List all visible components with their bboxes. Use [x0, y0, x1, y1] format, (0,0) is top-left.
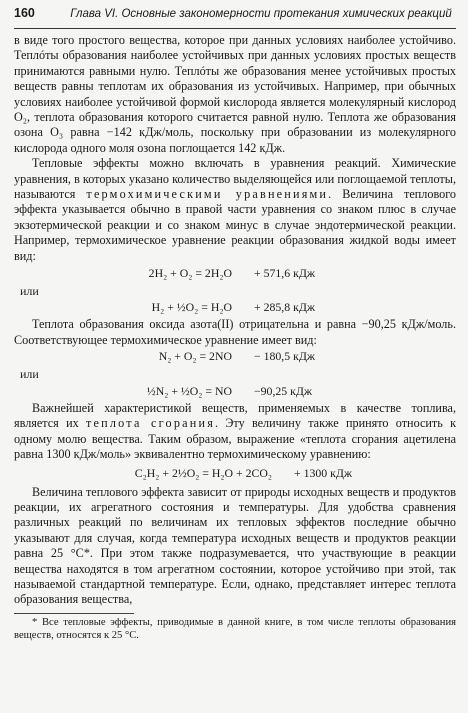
equation-lhs: C₂H₂ + 2½O₂ = H₂O + 2CO₂	[134, 465, 272, 480]
paragraph-4	[14, 401, 456, 463]
paragraph-5: Величина теплового эффекта зависит от природы исходных веществ и продуктов реакции, их агрегатного состояния и температуры. Для удобства сравнения различных реакций по величинам их тепловых эффектов последние обычно указывают для случая, когда температура исходных веществ и продуктов реакции равна 25 °C*. При этом также подразумевается, что участвующие в реакции вещества находятся в том агрегатном состоянии, которое устойчиво при этой, так называемой стандартной температуре. Если, однако, представляет интерес теплота образования вещества,	[14, 484, 456, 607]
equation-no-1	[14, 348, 456, 367]
paragraph-2-text-b: . Величина теплового эффекта указывается обычно в правой части уравнения со знаком плюс в случае экзотермической реакции и со знаком минус в случае эндотермической реакции. Например, термохимическое уравнение реакции образования жидкой воды имеет вид:	[14, 187, 457, 263]
equation-no-2	[14, 382, 456, 401]
equation-lhs: ½N₂ + ½O₂ = NO	[146, 383, 232, 398]
equation-rhs: −90,25 кДж	[254, 383, 313, 398]
paragraph-1: в виде того простого вещества, которое при данных условиях наиболее устойчиво. Теплóты образования наиболее устойчивых при данных условиях простых веществ принимаются равными нулю. Теплóты же образования менее устойчивых простых веществ равны теплотам их образования из устойчивых. Например, при обычных условиях наиболее устойчивой формой кислорода является молекулярный кислород O₂, теплота образования которого считается равной нулю. Теплота же образования озона O₃ равна −142 кДж/моль, поскольку при образовании из молекулярного кислорода одного моля озона поглощается 142 кДж.	[14, 33, 456, 155]
page-number: 160	[14, 6, 35, 20]
equation-rhs: + 1300 кДж	[294, 465, 353, 480]
paragraph-3: Теплота образования оксида азота(II) отрицательна и равна −90,25 кДж/моль. Соответствующее термохимическое уравнение имеет вид:	[14, 317, 456, 347]
footnote-divider	[14, 613, 134, 614]
term-heat-of-combustion: теплота сгорания	[86, 416, 216, 431]
equation-lhs: H₂ + ½O₂ = H₂O	[151, 300, 232, 315]
page-header	[14, 6, 456, 29]
paragraph-4-text-b: . Эту величину также принято относить к одному молю вещества. Таким образом, выражение «теплота сгорания ацетилена равна 1300 кДж/моль» эквивалентно термохимическому уравнению:	[14, 416, 457, 462]
paragraph-4-text-a: Важнейшей характеристикой веществ, применяемых в качестве топлива, является их	[14, 400, 456, 431]
equation-water-1	[14, 264, 456, 283]
equation-water-2	[14, 299, 456, 318]
equation-acetylene	[14, 463, 456, 485]
paragraph-2-text-a: Тепловые эффекты можно включать в уравнения реакций. Химические уравнения, в которых указано количество выделяющейся или поглощаемой теплоты, называются	[14, 156, 456, 202]
equation-rhs: − 180,5 кДж	[254, 349, 316, 364]
equation-lhs: N₂ + O₂ = 2NO	[158, 349, 232, 364]
connector-or: или	[20, 367, 39, 382]
page-body	[14, 33, 456, 642]
footnote: * Все тепловые эффекты, приводимые в данной книге, в том числе теплоты образования веществ, относятся к 25 °C.	[14, 616, 456, 641]
connector-or: или	[20, 283, 39, 298]
equation-lhs: 2H₂ + O₂ = 2H₂O	[148, 265, 232, 280]
equation-rhs: + 571,6 кДж	[254, 265, 316, 280]
term-thermochemical-equations: термохимическими уравнениями	[86, 187, 329, 202]
running-head: Глава VI. Основные закономерности протекания химических реакций	[70, 8, 452, 20]
paragraph-2	[14, 156, 456, 264]
equation-rhs: + 285,8 кДж	[254, 300, 316, 315]
